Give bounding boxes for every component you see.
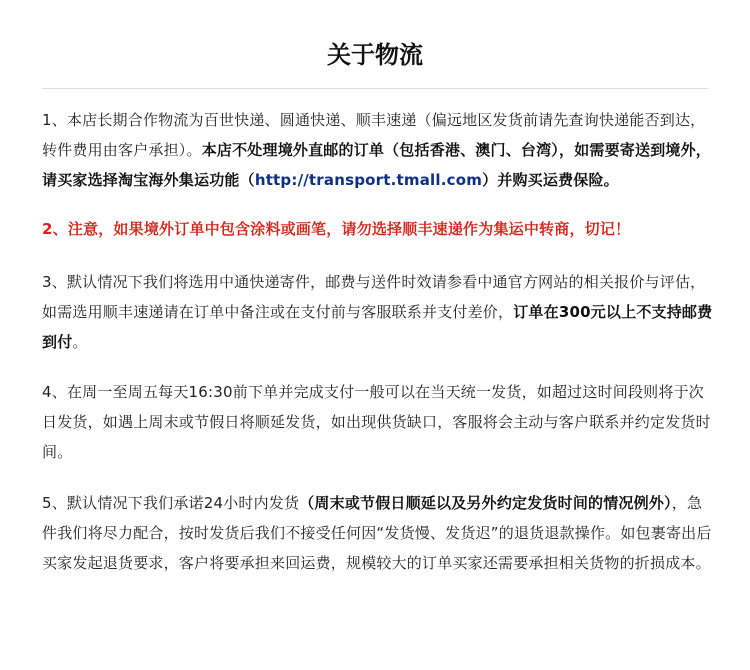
title-divider (42, 88, 708, 89)
paragraph-shipping-schedule: 4、在周一至周五每天16:30前下单并完成支付一般可以在当天统一发货，如超过这时间段则将于次日发货，如遇上周末或节假日将顺延发货，如出现供货缺口，客服将会主动与客户联系并约定发货时间。 (42, 383, 711, 461)
paragraph-carriers-text: 1、本店长期合作物流为百世快递、圆通快递、顺丰速递（偏远地区发货前请先查询快递能否到达，转件费用由客户承担）。 (42, 111, 706, 159)
paragraph-default-carrier-cod-notice: 订单在300元以上不支持邮费到付 (42, 303, 713, 351)
paragraph-carriers-insurance-notice: ）并购买运费保险。 (482, 171, 619, 189)
paragraph-default-carrier-text: 3、默认情况下我们将选用中通快递寄件，邮费与送件时效请参看中通官方网站的相关报价与评估，如需选用顺丰速递请在订单中备注或在支付前与客服联系并支付差价， (42, 273, 706, 321)
paragraph-shipping-promise (42, 488, 714, 578)
paragraph-default-carrier-end: 。 (72, 333, 88, 351)
paragraph-warning: 2、注意，如果境外订单中包含涂料或画笔，请勿选择顺丰速递作为集运中转商，切记！ (42, 220, 631, 238)
transport-link[interactable]: http://transport.tmall.com (254, 171, 483, 189)
paragraph-carriers (42, 105, 714, 195)
paragraph-shipping-promise-exception: （周末或节假日顺延以及另外约定发货时间的情况例外） (299, 494, 672, 512)
paragraph-shipping-promise-text: 5、默认情况下我们承诺24小时内发货 (42, 494, 300, 512)
paragraph-shipping-promise-rest: ，急件我们将尽力配合，按时发货后我们不接受任何因“发货慢、发货迟”的退货退款操作。如包裹寄出后买家发起退货要求，客户将要承担来回运费，规模较大的订单买家还需要承担相关货物的折损成本。 (42, 494, 712, 572)
page-title: 关于物流 (327, 41, 423, 69)
paragraph-carriers-overseas-notice: 本店不处理境外直邮的订单（包括香港、澳门、台湾），如需要寄送到境外，请买家选择淘宝海外集运功能（ (42, 141, 712, 189)
paragraph-default-carrier (42, 267, 714, 357)
